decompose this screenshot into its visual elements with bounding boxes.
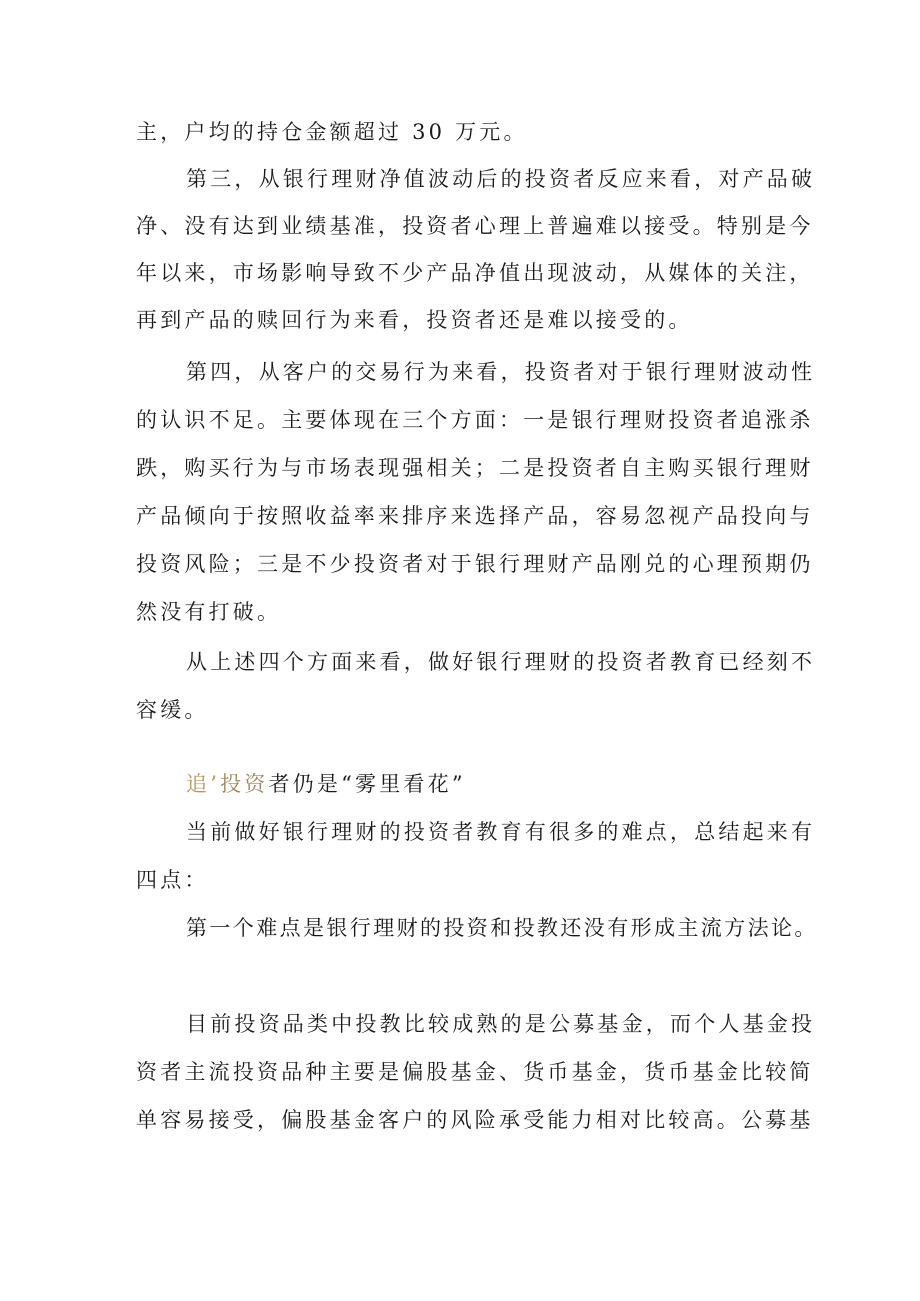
heading-text: 者仍是“雾里看花” [268,772,466,796]
text-line: 跌，购买行为与市场表现强相关；二是投资者自主购买银行理财 [136,456,814,480]
text-line: 四点： [136,868,209,892]
section-heading [186,770,466,798]
text-line: 容缓。 [136,698,209,722]
text-line: 产品倾向于按照收益率来排序来选择产品，容易忽视产品投向与 [136,504,814,528]
text-line: 第三，从银行理财净值波动后的投资者反应来看，对产品破 [186,167,816,191]
text-line: 投资风险；三是不少投资者对于银行理财产品刚兑的心理预期仍 [136,552,814,576]
heading-accent-text: 追’ [186,772,221,796]
text-line: 年以来，市场影响导致不少产品净值出现波动，从媒体的关注， [136,261,814,285]
heading-accent-text-2: 投资 [220,772,269,796]
text-line: 目前投资品类中投教比较成熟的是公募基金，而个人基金投 [186,1012,816,1036]
text-line: 单容易接受，偏股基金客户的风险承受能力相对比较高。公募基 [136,1108,814,1132]
text-line: 净、没有达到业绩基准，投资者心理上普遍难以接受。特别是今 [136,214,814,238]
text-line: 然没有打破。 [136,600,282,624]
text-line: 从上述四个方面来看，做好银行理财的投资者教育已经刻不 [186,650,816,674]
text-line: 第四，从客户的交易行为来看，投资者对于银行理财波动性 [186,360,816,384]
text-line: 主，户均的持仓金额超过 30 万元。 [136,120,528,144]
text-line: 当前做好银行理财的投资者教育有很多的难点，总结起来有 [186,820,816,844]
text-line: 第一个难点是银行理财的投资和投教还没有形成主流方法论。 [186,916,818,940]
text-line: 的认识不足。主要体现在三个方面：一是银行理财投资者追涨杀 [136,408,814,432]
text-line: 资者主流投资品种主要是偏股基金、货币基金，货币基金比较简 [136,1060,814,1084]
text-line: 再到产品的赎回行为来看，投资者还是难以接受的。 [136,308,693,332]
